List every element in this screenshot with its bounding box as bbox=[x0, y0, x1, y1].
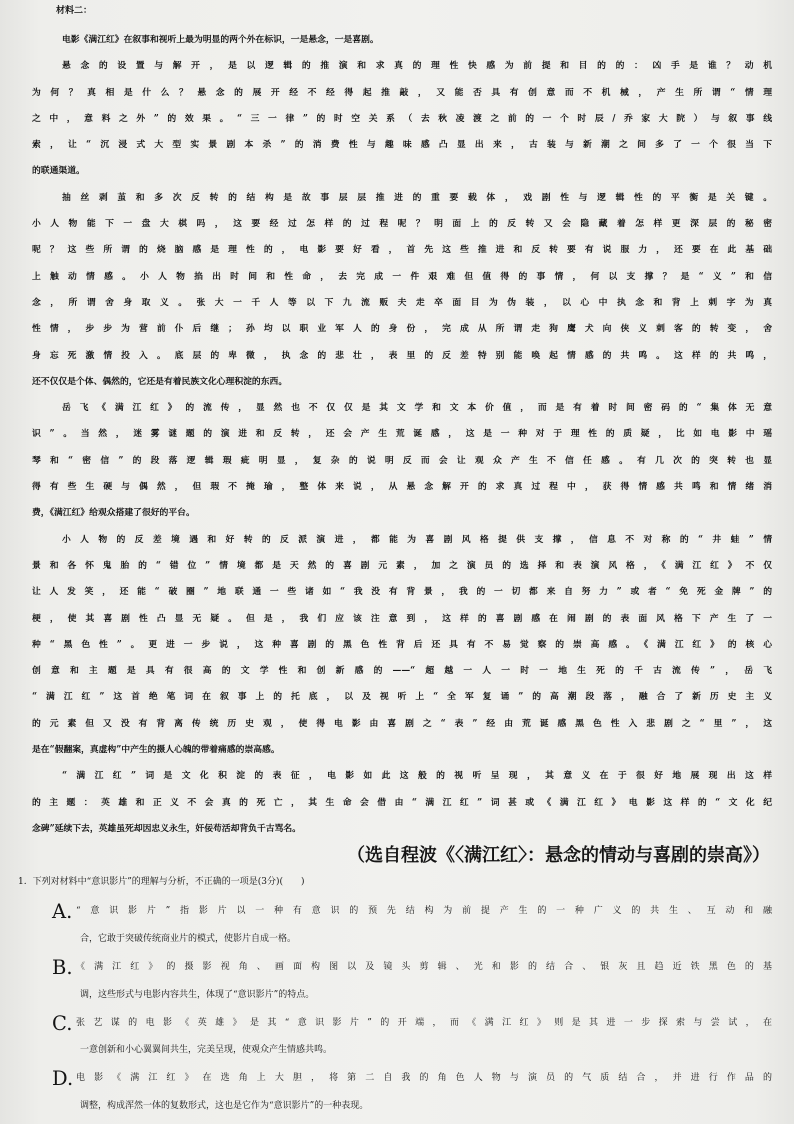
text-line: 电影《满江红》在叙事和视听上最为明显的两个外在标识，一是悬念，一是喜剧。 bbox=[62, 35, 379, 45]
text-line: 识”。当然，迷雾谜题的演进和反转，还会产生荒诞感，这是一种对于理性的质疑，比如电影中瑶 bbox=[32, 429, 772, 440]
text-line: 景和各怀鬼胎的“错位”情境都是天然的喜剧元素，加之演员的选择和表演风格，《满江红》不仅 bbox=[32, 560, 772, 571]
text-line: 呢？这些所谓的烧脑感是理性的，电影要好看，首先这些推进和反转要有说服力，还要在此基础 bbox=[32, 245, 772, 256]
option-text: 调整，构成浑然一体的复数形式，这也是它作为“意识影片”的一种表现。 bbox=[80, 1101, 369, 1112]
option-label: D. bbox=[52, 1067, 74, 1091]
question-stem bbox=[18, 868, 772, 896]
option-d bbox=[52, 1065, 772, 1093]
text-line: 小人物的反差境遇和好转的反派演进，都能为喜剧风格提供支撑，信息不对称的“井蛙”情 bbox=[62, 534, 772, 545]
text-line: 让人发笑，还能“破圈”地联通一些诸如“我没有背景，我的一切都来自努力”或者“免死金牌”的 bbox=[32, 587, 772, 598]
option-text: “意识影片”指影片以一种有意识的预先结构为前提产生的一种广义的共生、互动和融 bbox=[76, 906, 772, 916]
text-line: 岳飞《满江红》的流传，显然也不仅仅是其文学和文本价值，而是有着时间密码的“集体无意 bbox=[62, 403, 772, 414]
question-text: 下列对材料中“意识影片”的理解与分析，不正确的一项是(3分)( ) bbox=[32, 877, 305, 887]
text-line: 念，所谓舍身取义。张大一千人等以下九流贩夫走卒面目为伪装，以心中执念和背上刺字为真 bbox=[32, 297, 772, 308]
text-line: 得有些生硬与偶然，但瑕不掩瑜，整体来说，从悬念解开的求真过程中，获得情感共鸣和情绪消 bbox=[32, 482, 772, 493]
text-line: 还不仅仅是个体、偶然的，它还是有着民族文化心理积淀的东西。 bbox=[32, 376, 288, 387]
option-label: A. bbox=[52, 900, 73, 923]
text-line: 念碑”延续下去，英雄虽死却因忠义永生，奸佞苟活却背负千古骂名。 bbox=[32, 823, 301, 834]
question-number: 1. bbox=[18, 877, 27, 887]
text-line: 的元素但又没有背离传统历史观，使得电影由喜剧之“表”经由荒诞感黑色性入悲剧之“里”，这 bbox=[32, 718, 772, 729]
text-line: 之中，意料之外”的效果。“三一律”的时空关系（去秋凌渡之前的一个时辰/乔家大院）与叙事线 bbox=[32, 113, 772, 124]
source-citation: （选自程波《〈满江红〉：悬念的情动与喜剧的崇高》） bbox=[347, 845, 770, 866]
option-b bbox=[52, 954, 772, 982]
option-text: 一意创新和小心翼翼间共生，完美呈现，使观众产生情感共鸣。 bbox=[80, 1045, 333, 1056]
option-label: C. bbox=[52, 1011, 73, 1035]
option-text: 电影《满江红》在选角上大胆，将第二自我的角色人物与演员的气质结合，并进行作品的 bbox=[76, 1073, 772, 1084]
option-text: 合，它敢于突破传统商业片的模式，使影片自成一格。 bbox=[80, 933, 297, 944]
answer-options bbox=[52, 898, 772, 1121]
text-line: 为何？真相是什么？悬念的展开经不经得起推敲，又能否具有创意而不机械，产生所谓“情理 bbox=[32, 87, 772, 98]
text-line: 琴和“密信”的段落逻辑瑕疵明显，复杂的说明反而会让观众产生不信任感。有几次的突转也显 bbox=[32, 455, 772, 466]
material-body bbox=[32, 27, 772, 842]
option-a bbox=[52, 898, 772, 926]
text-line: 悬念的设置与解开，是以逻辑的推演和求真的理性快感为前提和目的的：凶手是谁？动机 bbox=[62, 61, 772, 72]
option-label: B. bbox=[52, 955, 73, 979]
text-line: 的主题：英雄和正义不会真的死亡，其生命会借由“满江红”词甚或《满江红》电影这样的“文化纪 bbox=[32, 797, 772, 808]
text-line: 是在“假翻案，真虚构”中产生的摄人心魄的带着痛感的崇高感。 bbox=[32, 745, 280, 756]
question-1 bbox=[18, 868, 772, 896]
option-text: 《满江红》的摄影视角、画面构图以及镜头剪辑、光和影的结合、银灰且趋近铁黑色的基 bbox=[76, 961, 772, 972]
text-line: 种“黑色性”。更进一步说，这种喜剧的黑色性背后还具有不易觉察的崇高感。《满江红》的核心 bbox=[32, 639, 772, 650]
text-line: 身忘死激情投入。底层的卑微，执念的悲壮，表里的反差特别能唤起情感的共鸣。这样的共鸣， bbox=[32, 350, 772, 361]
text-line: 上触动情感。小人物掐出时间和性命，去完成一件艰难但值得的事情，何以支撑？是“义”和信 bbox=[32, 271, 772, 282]
text-line: 小人物能下一盘大棋吗，这要经过怎样的过程呢？明面上的反转又会隐藏着怎样更深层的秘密 bbox=[32, 219, 772, 230]
text-line: 抽丝剥茧和多次反转的结构是故事层层推进的重要载体，戏剧性与逻辑性的平衡是关键。 bbox=[62, 192, 772, 203]
text-line: 创意和主题是具有很高的文学性和创新感的——“超越一人一时一地生死的千古流传”，岳飞 bbox=[32, 666, 772, 677]
text-line: “满江红”词是文化积淀的表征，电影如此这般的视听呈现，其意义在于很好地展现出这样 bbox=[62, 771, 772, 782]
option-c bbox=[52, 1010, 772, 1038]
text-line: 费，《满江红》给观众搭建了很好的平台。 bbox=[32, 508, 195, 519]
text-line: 索，让“沉浸式大型实景剧本杀”的消费性与趣味感凸显出来，古装与新潮之间多了一个很当下 bbox=[32, 140, 772, 151]
option-text: 调，这些形式与电影内容共生，体现了“意识影片”的特点。 bbox=[80, 989, 315, 1000]
text-line: “满江红”这首绝笔词在叙事上的托底，以及视听上“全军复诵”的高潮段落，融合了新历史主义 bbox=[32, 692, 772, 703]
text-line: 的联通渠道。 bbox=[32, 166, 85, 177]
option-text: 张艺谋的电影《英雄》是其“意识影片”的开端，而《满江红》则是其进一步探索与尝试，在 bbox=[76, 1017, 772, 1028]
text-line: 性情，步步为营前仆后继；孙均以职业军人的身份，完成从所谓走狗鹰犬向侠义刺客的转变，舍 bbox=[32, 324, 772, 335]
text-line: 梗，使其喜剧性凸显无疑。但是，我们应该注意到，这样的喜剧感在闹剧的表面风格下产生了一 bbox=[32, 613, 772, 624]
material-heading: 材料二： bbox=[56, 6, 93, 16]
